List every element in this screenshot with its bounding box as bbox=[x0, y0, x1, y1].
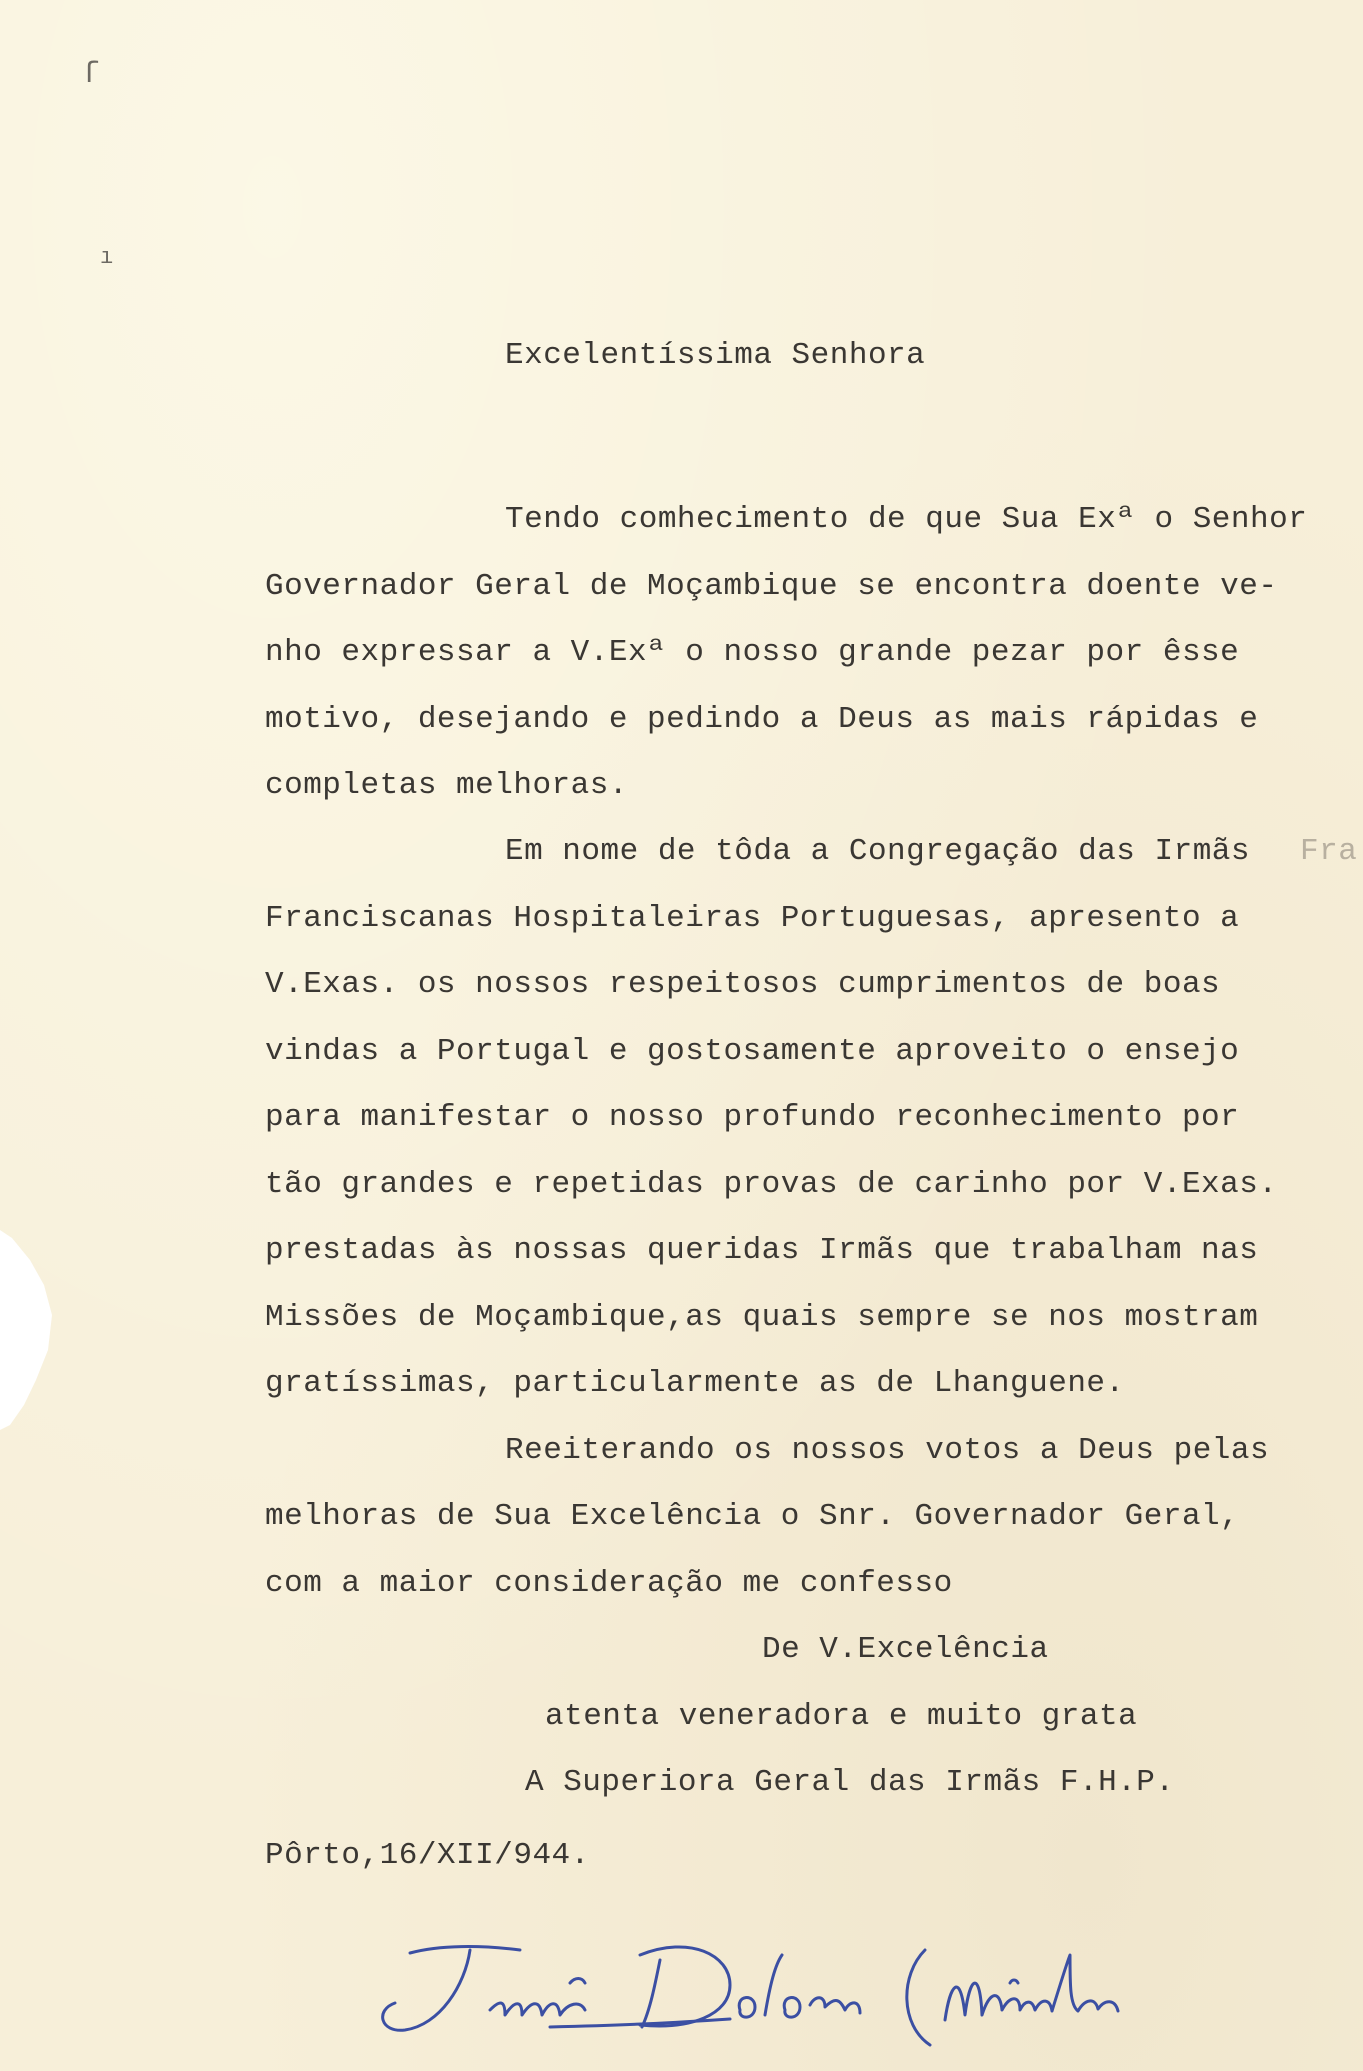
corner-mark: ſ bbox=[82, 58, 101, 92]
paragraph-1-line-4: motivo, desejando e pedindo a Deus as mais rápidas e bbox=[265, 702, 1259, 737]
paragraph-2-overflow-text: Fra bbox=[1300, 834, 1358, 869]
date-place: Pôrto,16/XII/944. bbox=[265, 1838, 590, 1873]
paragraph-1-line-2: Governador Geral de Moçambique se encontra doente ve- bbox=[265, 569, 1278, 604]
paragraph-2-line-2: Franciscanas Hospitaleiras Portuguesas, apresento a bbox=[265, 901, 1240, 936]
paragraph-3-line-2: melhoras de Sua Excelência o Snr. Governador Geral, bbox=[265, 1499, 1240, 1534]
paragraph-2-line-7: prestadas às nossas queridas Irmãs que trabalham nas bbox=[265, 1233, 1259, 1268]
handwritten-signature bbox=[370, 1915, 1250, 2055]
paragraph-2-line-6: tão grandes e repetidas provas de carinho por V.Exas. bbox=[265, 1167, 1278, 1202]
paragraph-2-line-8: Missões de Moçambique,as quais sempre se nos mostram bbox=[265, 1300, 1259, 1335]
paragraph-2-line-5: para manifestar o nosso profundo reconhecimento por bbox=[265, 1100, 1240, 1135]
closing-line-3: A Superiora Geral das Irmãs F.H.P. bbox=[525, 1765, 1175, 1800]
paragraph-3-line-3: com a maior consideração me confesso bbox=[265, 1566, 953, 1601]
paragraph-2-line-3: V.Exas. os nossos respeitosos cumprimentos de boas bbox=[265, 967, 1221, 1002]
closing-line-1: De V.Excelência bbox=[762, 1632, 1049, 1667]
paragraph-2-line-4: vindas a Portugal e gostosamente aproveito o ensejo bbox=[265, 1034, 1240, 1069]
paragraph-2-line-9: gratíssimas, particularmente as de Lhanguene. bbox=[265, 1366, 1125, 1401]
paragraph-1-line-5: completas melhoras. bbox=[265, 768, 628, 803]
paragraph-2-line-1: Em nome de tôda a Congregação das Irmãs bbox=[505, 834, 1251, 869]
punch-mark: ı bbox=[100, 245, 114, 270]
paragraph-3-line-1: Reeiterando os nossos votos a Deus pelas bbox=[505, 1433, 1270, 1468]
torn-edge bbox=[0, 1230, 70, 1430]
paragraph-1-line-3: nho expressar a V.Exª o nosso grande pezar por êsse bbox=[265, 635, 1240, 670]
closing-line-2: atenta veneradora e muito grata bbox=[545, 1699, 1138, 1734]
salutation: Excelentíssima Senhora bbox=[505, 338, 926, 373]
paragraph-1-line-1: Tendo comhecimento de que Sua Exª o Senhor bbox=[505, 502, 1308, 537]
